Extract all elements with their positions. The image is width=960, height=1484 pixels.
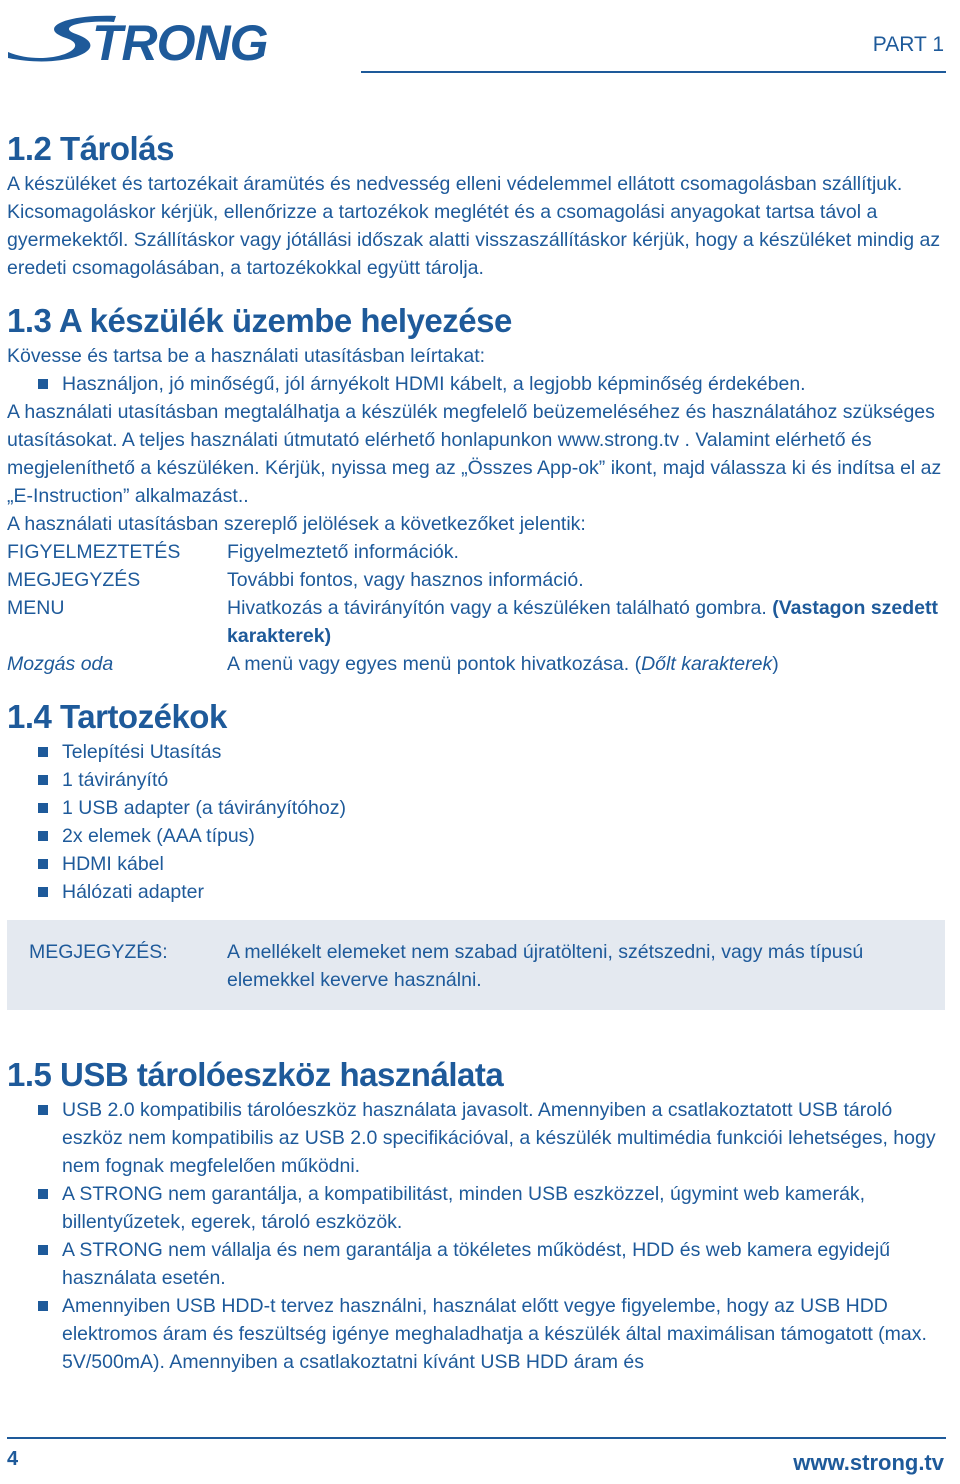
accessories-list (7, 738, 945, 906)
list-item: A STRONG nem vállalja és nem garantálja a tökéletes működést, HDD és web kamera egyidejű használata esetén. (7, 1236, 945, 1292)
website-link[interactable]: www.strong.tv (793, 1450, 944, 1475)
legend-row (7, 594, 945, 650)
list-item: Amennyiben USB HDD-t tervez használni, használat előtt vegye figyelembe, hogy az USB HDD elektromos áram és feszültség igénye meghaladhatja a készülék által maximálisan támogatott (max. 5V/500mA). Amennyiben a csatlakoztatni kívánt USB HDD áram és (7, 1292, 945, 1376)
part-label: PART 1 (872, 33, 944, 56)
section-1-5-title: 1.5 USB tárolóeszköz használata (7, 1056, 504, 1093)
legend-term: MENU (7, 597, 65, 619)
square-bullet-icon (38, 747, 48, 757)
legend-definitions (7, 538, 945, 678)
legend-desc: Figyelmeztető információk. (227, 541, 459, 563)
legend-row (7, 566, 945, 594)
square-bullet-icon (38, 1105, 48, 1115)
legend-desc-container: A menü vagy egyes menü pontok hivatkozása. (Dőlt karakterek) (227, 653, 779, 675)
legend-row (7, 538, 945, 566)
list-item: Hálózati adapter (7, 878, 945, 906)
legend-desc: Hivatkozás a távirányítón vagy a készüléken található gombra. (227, 597, 767, 619)
list-item: HDMI kábel (7, 850, 945, 878)
section-1-4-title: 1.4 Tartozékok (7, 698, 227, 735)
list-item: A STRONG nem garantálja, a kompatibilitást, minden USB eszközzel, úgymint web kamerák, billentyűzetek, egerek, tároló eszközök. (7, 1180, 945, 1236)
section-1-3-body: A használati utasításban megtalálhatja a készülék megfelelő beüzemeléséhez és használatához szükséges utasításokat. A teljes használati útmutató elérhető honlapunkon www.strong.tv . Valamint elérhető és megjeleníthető a készüléken. Kérjük, nyissa meg az „Összes App-ok” ikont, majd válassza ki és indítsa el az „E-Instruction” alkalmazást.. (7, 401, 942, 507)
section-1-3-title: 1.3 A készülék üzembe helyezése (7, 302, 512, 339)
list-item: 2x elemek (AAA típus) (7, 822, 945, 850)
list-item: Használjon, jó minőségű, jól árnyékolt HDMI kábelt, a legjobb képminőség érdekében. (7, 370, 945, 398)
page-number: 4 (7, 1448, 19, 1470)
legend-term: MEGJEGYZÉS (7, 569, 141, 591)
legend-term: Mozgás oda (7, 653, 114, 675)
list-item: USB 2.0 kompatibilis tárolóeszköz használata javasolt. Amennyiben a csatlakoztatott USB tároló eszköz nem kompatibilis az USB 2.0 specifikációval, a készülék multimédia funkciói lehetséges, hogy nem fognak megfelelően működni. (7, 1096, 945, 1180)
page-content (7, 128, 945, 1376)
list-item: 1 USB adapter (a távirányítóhoz) (7, 794, 945, 822)
section-1-3-bullets (7, 370, 945, 398)
legend-desc: További fontos, vagy hasznos információ. (227, 569, 584, 591)
legend-desc-container (227, 594, 945, 650)
legend-desc: A menü vagy egyes menü pontok hivatkozása. (227, 653, 630, 675)
square-bullet-icon (38, 1301, 48, 1311)
square-bullet-icon (38, 859, 48, 869)
legend-extra: (Vastagon szedett karakterek) (227, 597, 939, 647)
section-1-3-intro: Kövesse és tartsa be a használati utasításban leírtakat: (7, 345, 486, 367)
header-divider (361, 71, 946, 73)
svg-text:TRONG: TRONG (92, 15, 268, 68)
note-box (7, 920, 945, 1010)
square-bullet-icon (38, 1245, 48, 1255)
list-item: 1 távirányító (7, 766, 945, 794)
square-bullet-icon (38, 775, 48, 785)
square-bullet-icon (38, 831, 48, 841)
section-1-2-title: 1.2 Tárolás (7, 130, 174, 167)
square-bullet-icon (38, 887, 48, 897)
square-bullet-icon (38, 803, 48, 813)
legend-intro: A használati utasításban szereplő jelölések a következőket jelentik: (7, 513, 586, 535)
list-item: Telepítési Utasítás (7, 738, 945, 766)
legend-row (7, 650, 945, 678)
footer-divider (7, 1437, 946, 1439)
section-1-2-body: A készüléket és tartozékait áramütés és nedvesség elleni védelemmel ellátott csomagolásban szállítjuk. Kicsomagoláskor kérjük, ellenőrizze a tartozékok meglétét és a csomagolási anyagokat tartsa távol a gyermekektől. Szállításkor vagy jótállási időszak alatti visszaszállításkor kérjük, hogy a készüléket mindig az eredeti csomagolásában, a tartozékokkal együtt tárolja. (7, 173, 941, 279)
square-bullet-icon (38, 1189, 48, 1199)
note-text: A mellékelt elemeket nem szabad újratölteni, szétszedni, vagy más típusú elemekkel keverve használni. (227, 941, 864, 991)
usb-notes-list (7, 1096, 945, 1376)
note-label: MEGJEGYZÉS: (29, 941, 168, 963)
strong-logo (6, 8, 306, 68)
square-bullet-icon (38, 379, 48, 389)
legend-term: FIGYELMEZTETÉS (7, 541, 181, 563)
legend-extra: Dőlt karakterek (641, 653, 773, 675)
